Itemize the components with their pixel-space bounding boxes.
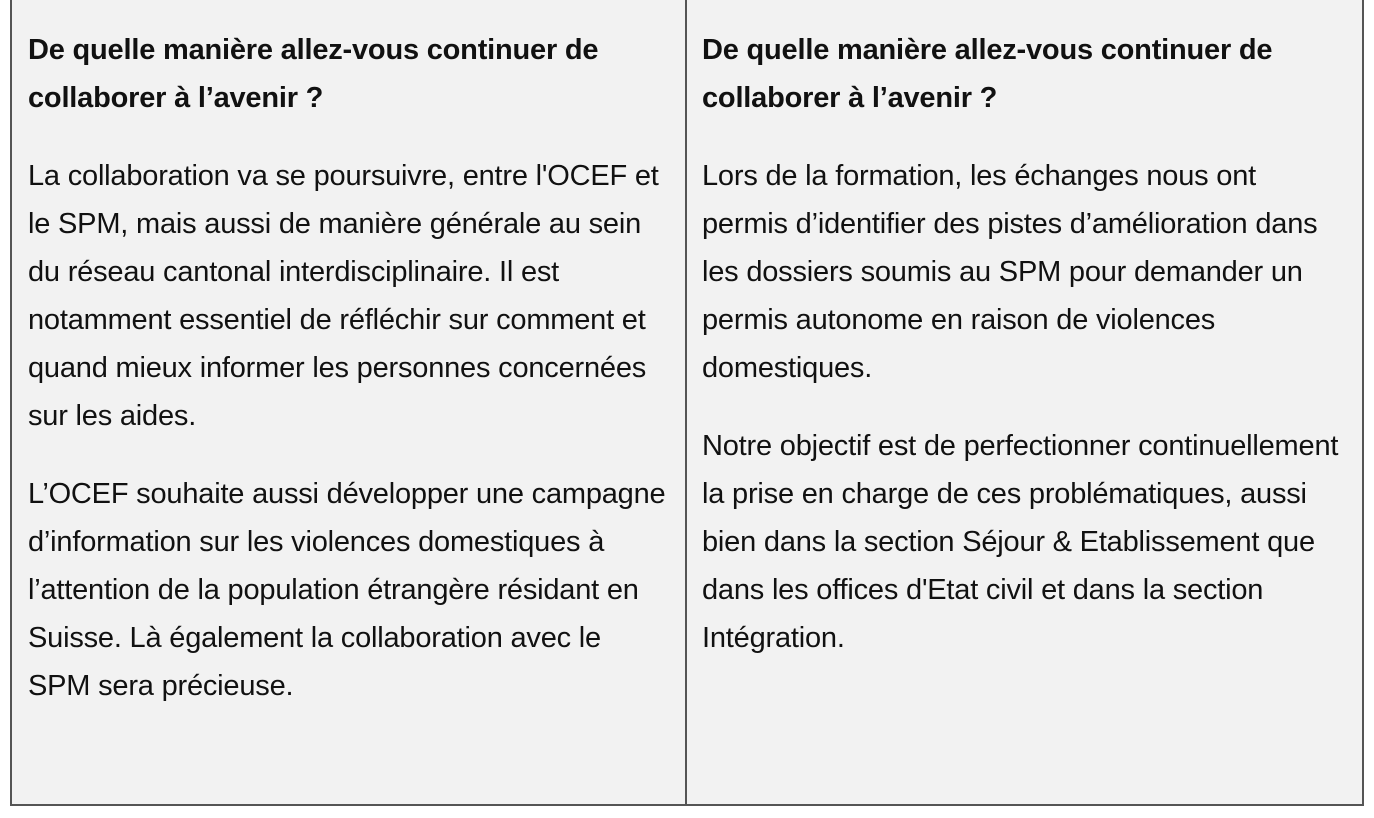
table-cell-left	[12, 0, 687, 804]
cell-paragraph-left-2: L’OCEF souhaite aussi développer une campagne d’information sur les violences domestiques à l’attention de la population étrangère résidant en Suisse. Là également la collaboration avec le SPM sera précieuse.	[28, 478, 666, 702]
table-cell-right	[687, 0, 1362, 804]
cell-heading-left: De quelle manière allez-vous continuer de collaborer à l’avenir ?	[28, 34, 599, 114]
cell-paragraph-left-1: La collaboration va se poursuivre, entre l'OCEF et le SPM, mais aussi de manière générale au sein du réseau cantonal interdisciplinaire. Il est notamment essentiel de réfléchir sur comment et quand mieux informer les personnes concernées sur les aides.	[28, 160, 659, 432]
cell-heading-right: De quelle manière allez-vous continuer de collaborer à l’avenir ?	[702, 34, 1273, 114]
comparison-table	[10, 0, 1364, 806]
cell-paragraph-right-1: Lors de la formation, les échanges nous ont permis d’identifier des pistes d’amélioration dans les dossiers soumis au SPM pour demander un permis autonome en raison de violences domestiques.	[702, 160, 1318, 384]
cell-paragraph-right-2: Notre objectif est de perfectionner continuellement la prise en charge de ces problématiques, aussi bien dans la section Séjour & Etablissement que dans les offices d'Etat civil et dans la section Intégration.	[702, 430, 1339, 654]
